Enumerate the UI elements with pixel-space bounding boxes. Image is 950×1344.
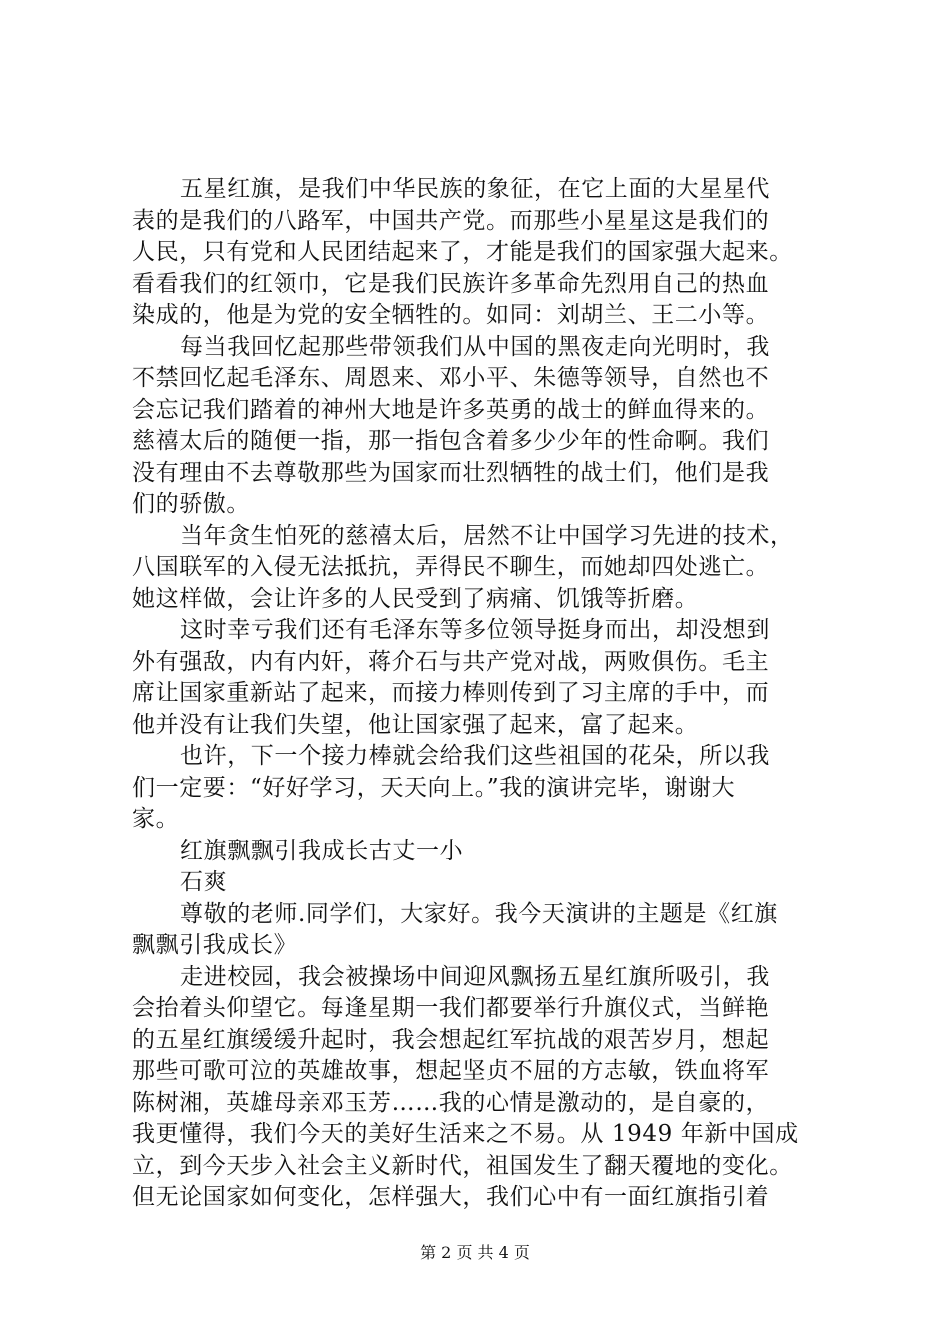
text-line: 的五星红旗缓缓升起时，我会想起红军抗战的艰苦岁月，想起 xyxy=(132,1026,770,1053)
text-line: 家。 xyxy=(132,806,180,832)
text-line: 没有理由不去尊敬那些为国家而壮烈牺牲的战士们，他们是我 xyxy=(132,459,770,486)
text-line: 立，到今天步入社会主义新时代，祖国发生了翻天覆地的变化。 xyxy=(132,1152,793,1179)
text-line: 这时幸亏我们还有毛泽东等多位领导挺身而出，却没想到 xyxy=(180,617,770,643)
text-line: 我更懂得，我们今天的美好生活来之不易。从 1949 年新中国成 xyxy=(132,1121,799,1147)
text-line: 她这样做，会让许多的人民受到了病痛、饥饿等折磨。 xyxy=(132,585,699,612)
text-line: 席让国家重新站了起来，而接力棒则传到了习主席的手中，而 xyxy=(132,680,770,706)
text-line: 五星红旗，是我们中华民族的象征，在它上面的大星星代 xyxy=(180,176,770,202)
text-line: 不禁回忆起毛泽东、周恩来、邓小平、朱德等领导，自然也不 xyxy=(132,365,770,391)
page-number-label: 第 2 页 共 4 页 xyxy=(420,1243,530,1262)
text-line: 会抬着头仰望它。每逢星期一我们都要举行升旗仪式，当鲜艳 xyxy=(132,995,770,1021)
text-line: 那些可歌可泣的英雄故事，想起坚贞不屈的方志敏，铁血将军 xyxy=(132,1058,770,1084)
text-line: 们的骄傲。 xyxy=(132,491,250,517)
text-line: 也许，下一个接力棒就会给我们这些祖国的花朵，所以我 xyxy=(180,743,770,769)
document-body xyxy=(132,174,832,1214)
text-line: 每当我回忆起那些带领我们从中国的黑夜走向光明时，我 xyxy=(180,333,770,360)
text-line: 八国联军的入侵无法抵抗，弄得民不聊生，而她却四处逃亡。 xyxy=(132,554,770,580)
text-line: 陈树湘，英雄母亲邓玉芳……我的心情是激动的，是自豪的， xyxy=(132,1089,770,1116)
page-footer xyxy=(0,1243,950,1263)
text-line: 慈禧太后的随便一指，那一指包含着多少少年的性命啊。我们 xyxy=(132,428,770,454)
text-line: 当年贪生怕死的慈禧太后，居然不让中国学习先进的技术， xyxy=(180,522,794,549)
text-line: 会忘记我们踏着的神州大地是许多英勇的战士的鲜血得来的。 xyxy=(132,396,770,423)
text-line: 但无论国家如何变化，怎样强大，我们心中有一面红旗指引着 xyxy=(132,1184,770,1210)
text-line: 飘飘引我成长》 xyxy=(132,932,298,958)
text-line: 石爽 xyxy=(180,869,228,895)
text-line: 们一定要：“好好学习，天天向上。”我的演讲完毕，谢谢大 xyxy=(132,774,736,801)
text-line: 人民，只有党和人民团结起来了，才能是我们的国家强大起来。 xyxy=(132,239,793,265)
text-line: 尊敬的老师.同学们，大家好。我今天演讲的主题是《红旗 xyxy=(180,900,778,927)
text-line: 走进校园，我会被操场中间迎风飘扬五星红旗所吸引，我 xyxy=(180,963,770,990)
text-line: 外有强敌，内有内奸，蒋介石与共产党对战，两败俱伤。毛主 xyxy=(132,648,770,675)
text-line: 染成的，他是为党的安全牺牲的。如同：刘胡兰、王二小等。 xyxy=(132,302,770,328)
text-line: 他并没有让我们失望，他让国家强了起来，富了起来。 xyxy=(132,711,699,738)
text-line: 表的是我们的八路军，中国共产党。而那些小星星这是我们的 xyxy=(132,207,770,234)
text-line: 红旗飘飘引我成长古丈一小 xyxy=(180,837,464,864)
text-line: 看看我们的红领巾，它是我们民族许多革命先烈用自己的热血 xyxy=(132,270,770,297)
